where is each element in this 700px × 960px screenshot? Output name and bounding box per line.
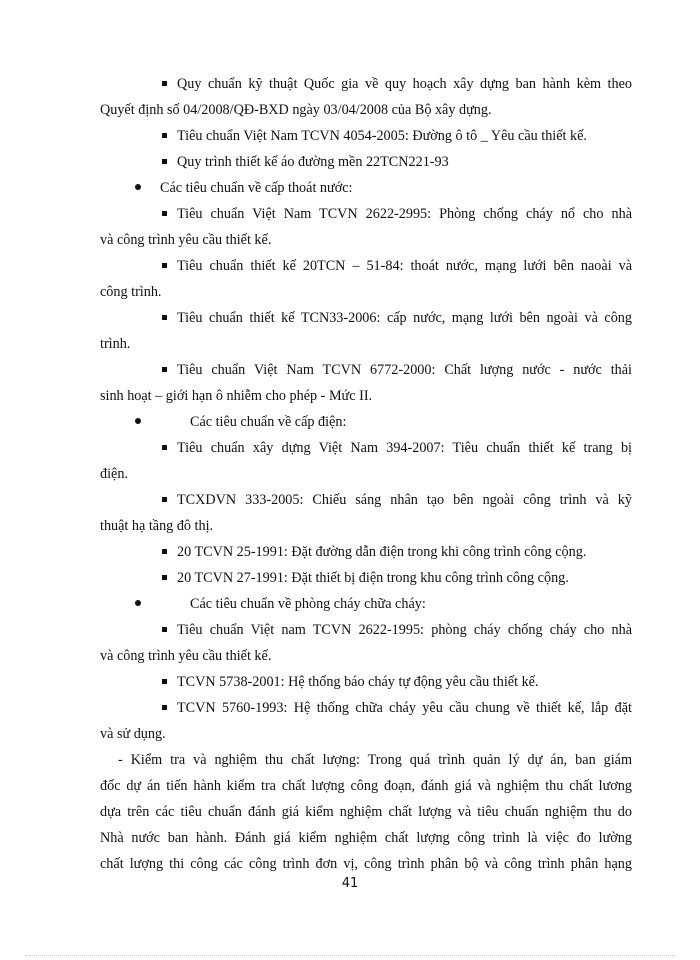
square-bullet-icon [162,497,167,502]
paragraph-line: - Kiểm tra và nghiệm thu chất lượng: Trong quá trình quản lý dự án, ban giám [118,752,632,768]
square-bullet-icon [162,159,167,164]
round-bullet-icon [135,600,141,606]
paragraph-line: đốc dự án tiến hành kiểm tra chất lượng công đoạn, đánh giá và nghiệm thu chất lương [100,778,632,794]
square-bullet-icon [162,627,167,632]
square-bullet-icon [162,133,167,138]
square-bullet-icon [162,263,167,268]
bullet-item: TCXDVN 333-2005: Chiếu sáng nhân tạo bên ngoài công trình và kỹ [162,491,632,509]
text-line: điện. [100,466,128,482]
square-bullet-icon [162,81,167,86]
square-bullet-icon [162,367,167,372]
text-line: thuật hạ tầng đô thị. [100,518,214,534]
square-bullet-icon [162,211,167,216]
bullet-item: 20 TCVN 25-1991: Đặt đường dẫn điện trong khi công trình công cộng. [162,543,694,561]
bullet-item: TCVN 5760-1993: Hệ thống chữa cháy yêu cầu chung về thiết kế, lắp đặt [162,699,632,717]
section-heading: Các tiêu chuẩn về cấp thoát nước: [160,180,353,196]
bullet-item: Tiêu chuẩn Việt nam TCVN 2622-1995: phòng cháy chống cháy cho nhà [162,621,632,639]
text-line: công trình. [100,284,162,300]
square-bullet-icon [162,445,167,450]
section-heading: Các tiêu chuẩn về cấp điện: [190,414,347,430]
square-bullet-icon [162,549,167,554]
square-bullet-icon [162,315,167,320]
square-bullet-icon [162,705,167,710]
paragraph-line: Nhà nước ban hành. Đánh giá kiểm nghiệm chất lượng công trình là việc đo lường [100,830,632,846]
bullet-item: TCVN 5738-2001: Hệ thống báo cháy tự động yêu cầu thiết kế. [162,673,694,691]
text-line: trình. [100,336,131,352]
bullet-item: Tiêu chuẩn Việt Nam TCVN 4054-2005: Đường ô tô _ Yêu cầu thiết kế. [162,127,694,145]
bullet-item: Quy trình thiết kế áo đường mền 22TCN221-93 [162,153,694,171]
square-bullet-icon [162,679,167,684]
bullet-item: Tiêu chuẩn Việt Nam TCVN 6772-2000: Chất lượng nước - nước thải [162,361,632,379]
text-line: và sử dụng. [100,726,166,742]
paragraph-line: dựa trên các tiêu chuẩn đánh giá kiểm nghiệm chất lượng và tiêu chuẩn nghiệm thu do [100,804,632,820]
bullet-item: Tiêu chuẩn xây dựng Việt Nam 394-2007: Tiêu chuẩn thiết kế trang bị [162,439,632,457]
bullet-item: Tiêu chuẩn Việt Nam TCVN 2622-2995: Phòng chống cháy nổ cho nhà [162,205,632,223]
round-bullet-icon [135,184,141,190]
page-number: 41 [341,876,359,891]
text-line: và công trình yêu cầu thiết kế. [100,232,272,248]
text-line: Quyết định số 04/2008/QĐ-BXD ngày 03/04/2008 của Bộ xây dựng. [100,102,492,118]
bullet-item: 20 TCVN 27-1991: Đặt thiết bị điện trong khu công trình công cộng. [162,569,694,587]
square-bullet-icon [162,575,167,580]
section-heading: Các tiêu chuẩn về phòng cháy chữa cháy: [190,596,426,612]
paragraph-line: chất lượng thi công các công trình đơn vị, công trình phân bộ và công trình phân hạng [100,856,632,872]
page-bottom-divider [25,955,675,956]
bullet-item: Tiêu chuẩn thiết kế 20TCN – 51-84: thoát nước, mạng lưới bên naoài và [162,257,632,275]
text-line: sinh hoạt – giới hạn ô nhiễm cho phép - Mức II. [100,388,373,404]
bullet-item: Tiêu chuẩn thiết kế TCN33-2006: cấp nước, mạng lưới bên ngoài và công [162,309,632,327]
text-line: và công trình yêu cầu thiết kế. [100,648,272,664]
round-bullet-icon [135,418,141,424]
bullet-item: Quy chuẩn kỹ thuật Quốc gia về quy hoạch xây dựng ban hành kèm theo [162,75,632,93]
